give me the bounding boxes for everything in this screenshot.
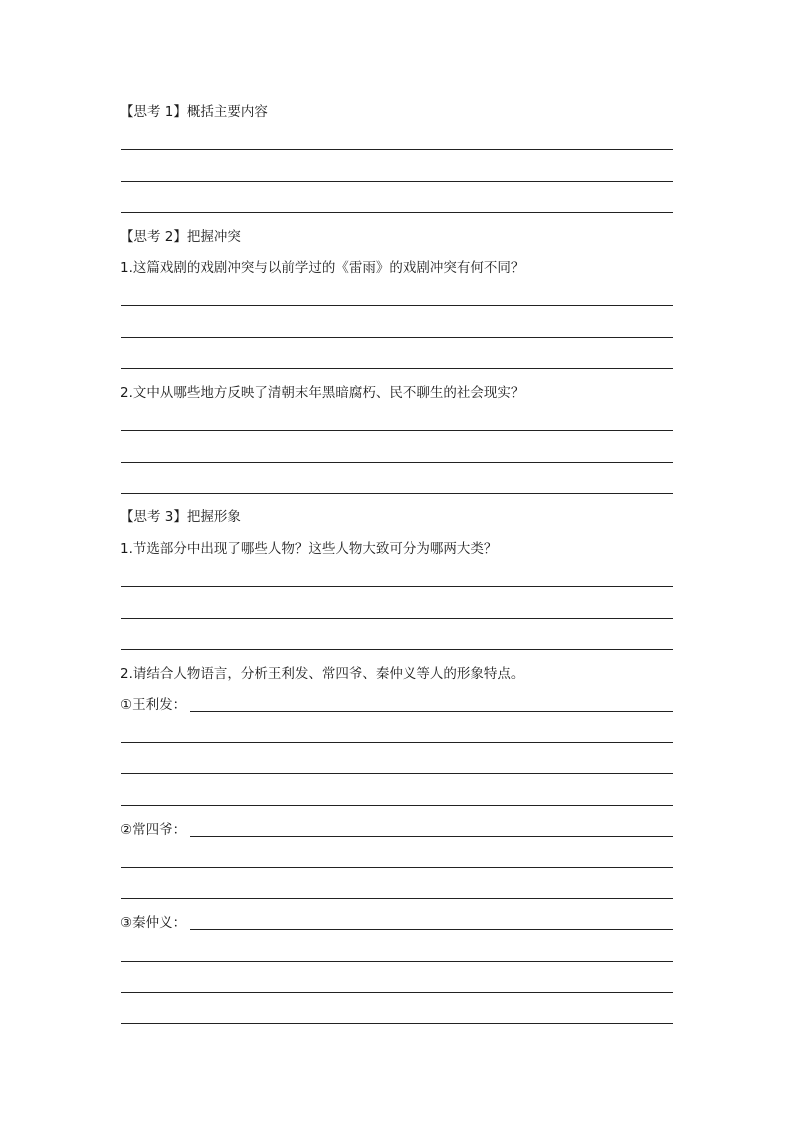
answer-line[interactable]	[121, 618, 673, 619]
section-1-heading: 【思考 1】概括主要内容	[120, 104, 268, 120]
answer-line[interactable]	[121, 430, 673, 431]
section-2-heading: 【思考 2】把握冲突	[120, 229, 241, 245]
answer-line[interactable]	[121, 149, 673, 150]
answer-line[interactable]	[121, 961, 673, 962]
answer-line[interactable]	[121, 649, 673, 650]
answer-line[interactable]	[121, 337, 673, 338]
question-2-2: 2.文中从哪些地方反映了清朝末年黑暗腐朽、民不聊生的社会现实？	[120, 385, 525, 401]
answer-line[interactable]	[121, 462, 673, 463]
answer-line[interactable]	[121, 898, 673, 899]
answer-line[interactable]	[121, 867, 673, 868]
question-3-1: 1.节选部分中出现了哪些人物？这些人物大致可分为哪两大类？	[120, 541, 498, 557]
answer-line[interactable]	[121, 368, 673, 369]
answer-line[interactable]	[121, 586, 673, 587]
answer-line[interactable]	[190, 711, 673, 712]
answer-line[interactable]	[121, 1023, 673, 1024]
character-label-qin-zhongyi: ③秦仲义：	[120, 915, 187, 931]
answer-line[interactable]	[190, 929, 673, 930]
answer-line[interactable]	[190, 836, 673, 837]
question-3-2: 2.请结合人物语言，分析王利发、常四爷、秦仲义等人的形象特点。	[120, 666, 525, 682]
character-label-wang-lifa: ①王利发：	[120, 697, 187, 713]
answer-line[interactable]	[121, 181, 673, 182]
answer-line[interactable]	[121, 805, 673, 806]
answer-line[interactable]	[121, 773, 673, 774]
character-label-chang-siye: ②常四爷：	[120, 822, 187, 838]
question-2-1: 1.这篇戏剧的戏剧冲突与以前学过的《雷雨》的戏剧冲突有何不同？	[120, 260, 525, 276]
answer-line[interactable]	[121, 493, 673, 494]
answer-line[interactable]	[121, 305, 673, 306]
answer-line[interactable]	[121, 992, 673, 993]
answer-line[interactable]	[121, 742, 673, 743]
section-3-heading: 【思考 3】把握形象	[120, 509, 241, 525]
answer-line[interactable]	[121, 212, 673, 213]
